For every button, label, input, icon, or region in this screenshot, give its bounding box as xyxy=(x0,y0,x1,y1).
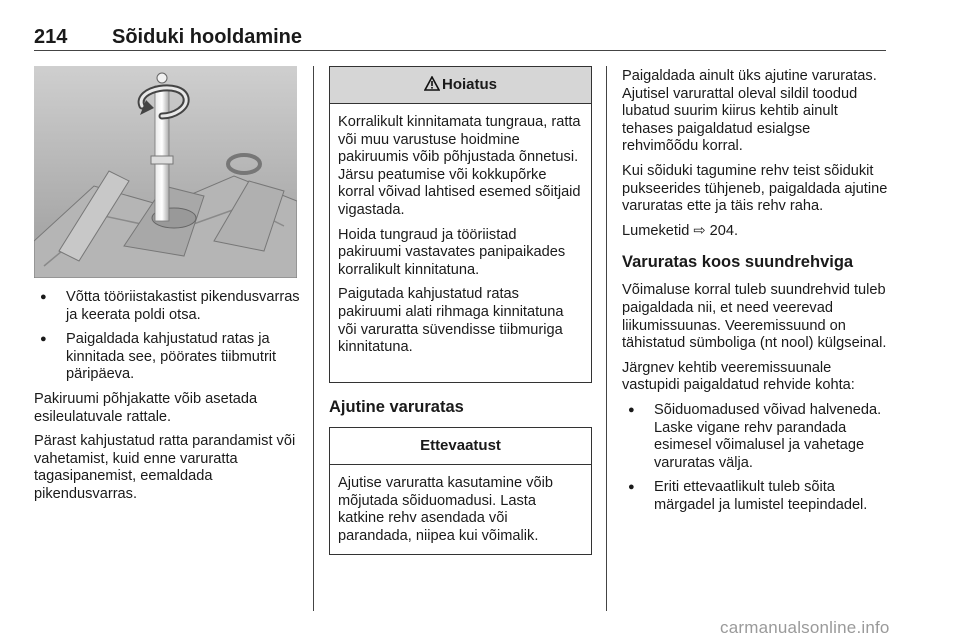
paragraph: Paigutada kahjustatud ratas pakiruumi alati rihmaga kinnitatuna või varuratta süvendisse tiibmuriga kinnitatuna. xyxy=(338,286,564,356)
list-item: ● Võtta tööriistakastist pikendusvarras ja keerata poldi otsa. xyxy=(34,289,302,324)
paragraph: Kui sõiduki tagumine rehv teist sõidukit pukseerides tühjeneb, paigaldada ajutine varuratas ette ja täis rehv raha. xyxy=(622,162,888,215)
watermark: carmanualsonline.info xyxy=(720,618,890,637)
caution-body xyxy=(330,465,591,558)
list-item: ● Sõiduomadused võivad halveneda. Laske vigane rehv parandada esimesel võimalusel ja vahetage varuratas välja. xyxy=(622,402,890,472)
paragraph: Pakiruumi põhjakatte võib asetada esileulatuvale rattale. xyxy=(34,390,258,425)
header-rule xyxy=(34,50,886,51)
warning-title: Hoiatus xyxy=(441,76,497,93)
caution-box-header xyxy=(330,428,591,465)
middle-column xyxy=(329,66,592,555)
caution-title: Ettevaatust xyxy=(420,437,501,454)
right-column xyxy=(622,68,890,521)
section-heading: Varuratas koos suundrehviga xyxy=(622,253,854,272)
warning-body xyxy=(330,104,591,370)
figure xyxy=(34,66,297,278)
warning-box xyxy=(329,66,592,383)
wrench-rotation-illustration xyxy=(34,66,297,278)
page-number: 214 xyxy=(34,26,68,48)
list-item: ● Eriti ettevaatlikult tuleb sõita märgadel ja lumistel teepindadel. xyxy=(622,479,890,514)
caution-box xyxy=(329,427,592,555)
section-heading: Ajutine varuratas xyxy=(329,398,464,416)
list-item: ● Paigaldada kahjustatud ratas ja kinnitada see, pöörates tiibmutrit päripäeva. xyxy=(34,331,302,384)
paragraph: Korralikult kinnitamata tungraua, ratta või muu varustuse hoidmine pakiruumis võib põhjustada õnnetusi. Järsu peatumise või kokkupõrke korral võivad lahtised esemed sõitjaid vigastada. xyxy=(338,114,581,218)
paragraph: Ajutise varuratta kasutamine võib mõjutada sõiduomadusi. Lasta katkine rehv asendada või parandada, niipea kui võimalik. xyxy=(338,475,553,544)
page-header xyxy=(34,26,886,50)
chapter-title: Sõiduki hooldamine xyxy=(112,26,303,48)
paragraph: Järgnev kehtib veeremissuunale vastupidi paigaldatud rehvide kohta: xyxy=(622,359,855,394)
left-column xyxy=(34,289,302,511)
warning-triangle-icon xyxy=(424,69,440,105)
column-divider-2 xyxy=(606,66,607,611)
column-divider-1 xyxy=(313,66,314,611)
paragraph: Võimaluse korral tuleb suundrehvid tuleb paigaldada nii, et need veerevad liikumissuunas. Veeremissuund on tähistatud sümboliga (nt nool) külgseinal. xyxy=(622,282,887,352)
warning-box-header xyxy=(330,67,591,104)
cross-reference: Lumeketid ⇨ 204. xyxy=(622,222,739,239)
paragraph: Pärast kahjustatud ratta parandamist või vahetamist, kuid enne varuratta tagasipanemist, eemaldada pikendusvarras. xyxy=(34,433,296,502)
paragraph: Paigaldada ainult üks ajutine varuratas. Ajutisel varurattal oleval sildil toodud lubatud suurim kiirus kehtib ainult tehases paigaldatud esialgse rehvimõõdu korral. xyxy=(622,68,877,155)
paragraph: Hoida tungraud ja tööriistad pakiruumi vastavates panipaikades korralikult kinnitatuna. xyxy=(338,226,566,278)
right-bullet-list xyxy=(622,402,890,515)
left-bullet-list xyxy=(34,289,302,384)
